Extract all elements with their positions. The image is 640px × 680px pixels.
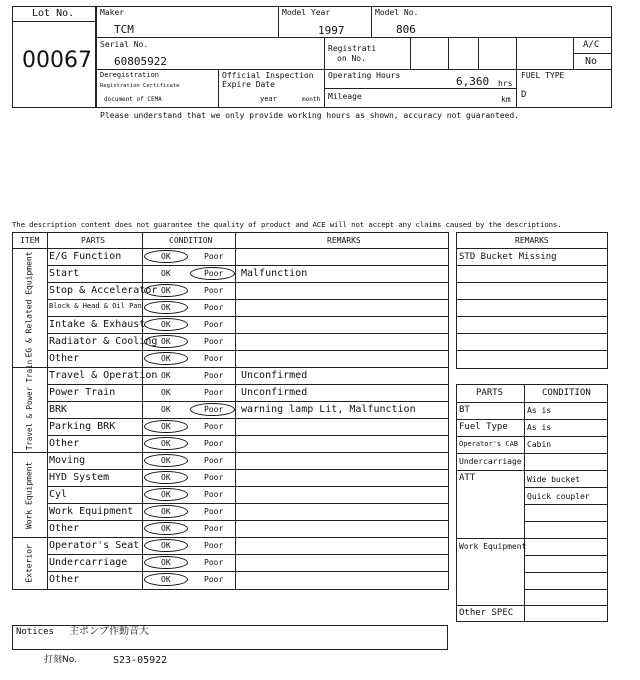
condition-poor: Poor [204,286,224,295]
condition-poor: Poor [204,575,224,584]
condition-ok: OK [161,456,171,465]
condition-poor: Poor [204,541,224,550]
fuel-type-value: D [521,90,527,100]
stamp-label: 打刻No. [44,655,77,665]
fuel-type-label: FUEL TYPE [521,71,565,80]
registration-label-1: Registrati [328,44,377,53]
condition-ok: OK [161,286,171,295]
condition-ok: OK [161,252,171,261]
disclaimer: The description content does not guarantee the quality of product and ACE will not accept any claims caused by the descriptions. [12,220,562,229]
operating-hours-label: Operating Hours [328,71,401,80]
condition-circle-mark [144,318,188,331]
right-col-parts: PARTS [476,388,504,398]
att-label: ATT [459,473,476,483]
condition-circle-mark [144,505,188,518]
condition-poor: Poor [204,337,224,346]
condition-circle-mark [144,454,188,467]
part-name: Block & Head & Oil Pan [49,302,142,310]
condition-circle-mark [144,573,188,586]
condition-ok: OK [161,371,171,380]
km-unit: km [501,95,511,104]
part-name: Moving [49,455,86,466]
lot-number: 00067 [22,48,92,73]
group-label: EG & Related Equipment [24,251,34,358]
right-col-condition: CONDITION [542,388,591,398]
operating-hours-value: 6,360 [456,75,490,88]
condition-ok: OK [161,439,171,448]
condition-poor: Poor [204,507,224,516]
part-name: BRK [49,404,68,415]
group-label: Work Equipment [24,461,34,530]
condition-poor: Poor [204,473,224,482]
part-name: Parking BRK [49,421,116,432]
part-name: E/G Function [49,251,122,262]
condition-poor: Poor [204,371,224,380]
condition-poor: Poor [204,558,224,567]
part-name: Cyl [49,489,68,500]
att-value: Wide bucket [527,475,580,484]
hours-notice: Please understand that we only provide working hours as shown, accuracy not guaranteed. [100,111,520,120]
notices-text: 主ポンプ作動音大 [69,626,149,637]
condition-poor: Poor [204,303,224,312]
col-remarks: REMARKS [327,236,361,245]
remark-text: warning lamp Lit, Malfunction [241,404,416,415]
fuel-type-row-label: Fuel Type [459,422,508,432]
cab-label: Operator's CAB [459,440,519,448]
part-name: Power Train [49,387,116,398]
part-name: Start [49,268,80,279]
model-year-value: 1997 [318,24,345,37]
bt-label: BT [459,405,470,415]
group-label: Exterior [24,544,34,583]
condition-ok: OK [161,405,171,414]
condition-poor: Poor [204,405,224,414]
serial-value: 60805922 [114,55,167,68]
registration-label-2: on No. [337,54,366,63]
col-condition: CONDITION [169,236,213,245]
undercarriage-label: Undercarriage [459,457,522,466]
fuel-type-row-value: As is [527,423,552,432]
condition-circle-mark [144,522,188,535]
notices-label: Notices [16,627,54,637]
part-name: Travel & Operation [49,370,158,381]
condition-ok: OK [161,320,171,329]
remark-text: Malfunction [241,268,308,279]
condition-poor: Poor [204,422,224,431]
condition-poor: Poor [204,320,224,329]
remark-text: Unconfirmed [241,387,308,398]
remark-text: Unconfirmed [241,370,308,381]
condition-circle-mark [144,250,188,263]
condition-ok: OK [161,524,171,533]
other-spec-label: Other SPEC [459,608,514,618]
part-name: Other [49,574,80,585]
work-equipment-label: Work Equipment [459,542,527,551]
condition-ok: OK [161,269,171,278]
condition-circle-mark [190,267,235,280]
condition-ok: OK [161,473,171,482]
condition-circle-mark [144,420,188,433]
condition-circle-mark [144,556,188,569]
model-year-label: Model Year [282,8,331,17]
condition-circle-mark [144,335,188,348]
part-name: Radiator & Cooling [49,336,158,347]
inspection-label-1: Official Inspection [222,71,314,80]
condition-poor: Poor [204,252,224,261]
condition-ok: OK [161,575,171,584]
maker-value: TCM [114,23,134,36]
registration-certificate-label: Registration Certificate [100,83,180,89]
model-no-value: 806 [396,23,416,36]
ac-label: A/C [583,40,600,50]
condition-poor: Poor [204,269,224,278]
lot-label: Lot No. [32,8,75,19]
part-name: Work Equipment [49,506,134,517]
part-name: Stop & Accelerator [49,285,158,296]
part-name: Intake & Exhaust [49,319,146,330]
condition-circle-mark [144,301,188,314]
stamp-value: S23-05922 [113,655,168,666]
condition-circle-mark [144,437,188,450]
condition-circle-mark [144,471,188,484]
right-remarks-header: REMARKS [515,236,549,245]
condition-poor: Poor [204,524,224,533]
condition-ok: OK [161,507,171,516]
condition-ok: OK [161,541,171,550]
group-label: Travel & Power Train [24,359,34,451]
att-value: Quick coupler [527,492,590,501]
part-name: HYD System [49,472,110,483]
month-label: month [302,96,321,103]
condition-circle-mark [144,488,188,501]
cab-value: Cabin [527,440,552,449]
condition-poor: Poor [204,456,224,465]
part-name: Undercarriage [49,557,128,568]
condition-ok: OK [161,558,171,567]
col-parts: PARTS [81,236,106,245]
maker-label: Maker [100,8,125,17]
hrs-unit: hrs [498,79,513,88]
right-remark-row: STD Bucket Missing [459,252,557,262]
part-name: Other [49,523,80,534]
condition-ok: OK [161,490,171,499]
model-no-label: Model No. [375,8,419,17]
serial-label: Serial No. [100,40,149,49]
part-name: Operator's Seat [49,540,140,551]
mileage-label: Mileage [328,92,362,101]
condition-circle-mark [190,403,235,416]
condition-circle-mark [144,284,188,297]
condition-poor: Poor [204,439,224,448]
part-name: Other [49,353,80,364]
condition-poor: Poor [204,490,224,499]
condition-ok: OK [161,303,171,312]
condition-ok: OK [161,388,171,397]
deregistration-label: Deregistration [100,71,160,79]
cema-label: document of CEMA [104,96,162,103]
condition-ok: OK [161,354,171,363]
condition-poor: Poor [204,354,224,363]
part-name: Other [49,438,80,449]
inspection-label-2: Expire Date [222,80,275,89]
bt-value: As is [527,406,552,415]
condition-circle-mark [144,352,188,365]
col-item: ITEM [20,236,40,245]
condition-circle-mark [144,539,188,552]
year-label: year [260,95,277,103]
ac-value: No [585,56,598,67]
condition-ok: OK [161,337,171,346]
condition-poor: Poor [204,388,224,397]
condition-ok: OK [161,422,171,431]
